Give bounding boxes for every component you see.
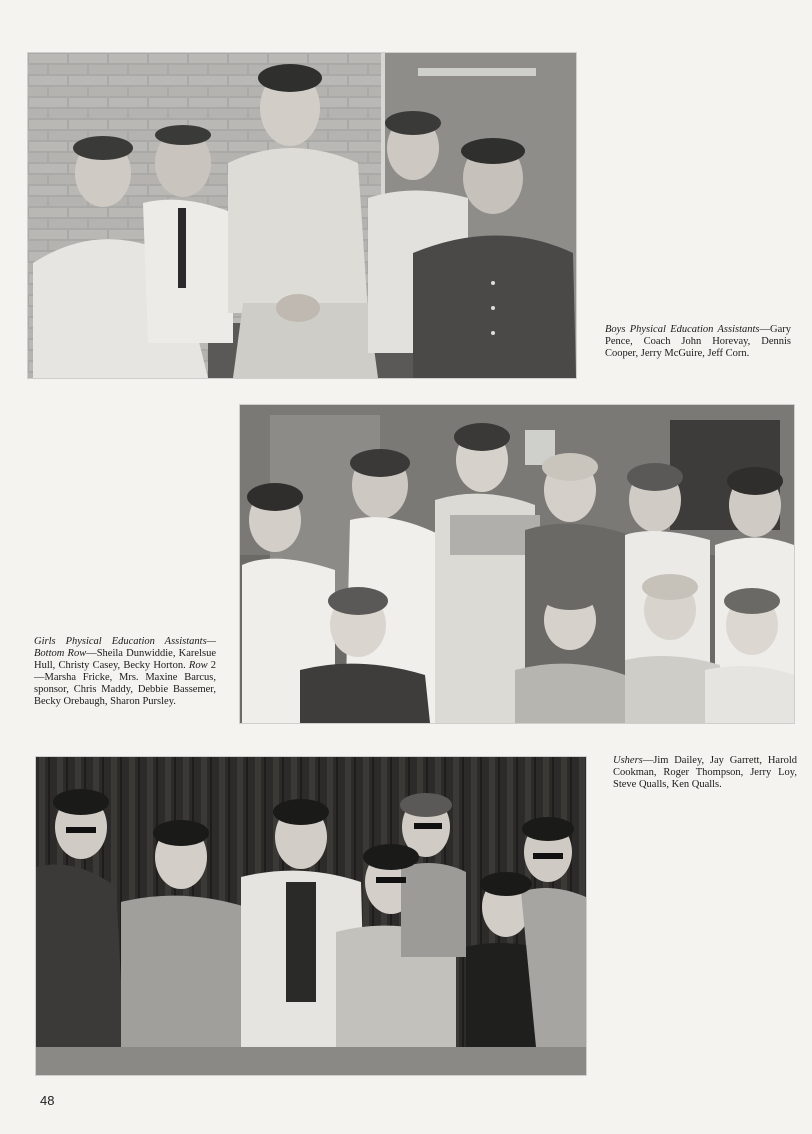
ushers-photo xyxy=(36,757,586,1075)
girls-caption-row2: 2—Marsha Fricke, Mrs. Maxine Barcus, sponsor, Chris Maddy, Debbie Bassemer, Becky Orebaugh, Sharon Pursley. xyxy=(34,660,217,707)
ushers-caption-names: —Jim Dailey, Jay Garrett, Harold Cookman, Roger Thompson, Jerry Loy, Steve Qualls, Ken Qualls. xyxy=(613,755,797,790)
girls-caption-bottom: —Sheila Dunwiddie, Karelsue Hull, Christy Casey, Becky Horton. xyxy=(34,648,216,671)
girls-caption-title: Girls Physical Education Assistants—Bottom Row xyxy=(34,636,216,659)
group-photo-icon xyxy=(240,405,794,723)
girls-pe-assistants-photo xyxy=(240,405,794,723)
ushers-caption xyxy=(613,755,797,791)
boys-caption-title: Boys Physical Education Assistants xyxy=(605,324,760,335)
girls-caption xyxy=(34,636,216,708)
boys-caption xyxy=(605,324,791,360)
boys-pe-assistants-photo xyxy=(28,53,576,378)
girls-caption-row2-label: Row xyxy=(188,660,208,671)
group-photo-icon xyxy=(28,53,576,378)
ushers-caption-title: Ushers xyxy=(613,755,643,766)
group-photo-icon xyxy=(36,757,586,1075)
boys-caption-names: —Gary Pence, Coach John Horevay, Dennis Cooper, Jerry McGuire, Jeff Corn. xyxy=(605,324,791,359)
page-number: 48 xyxy=(40,1093,55,1108)
